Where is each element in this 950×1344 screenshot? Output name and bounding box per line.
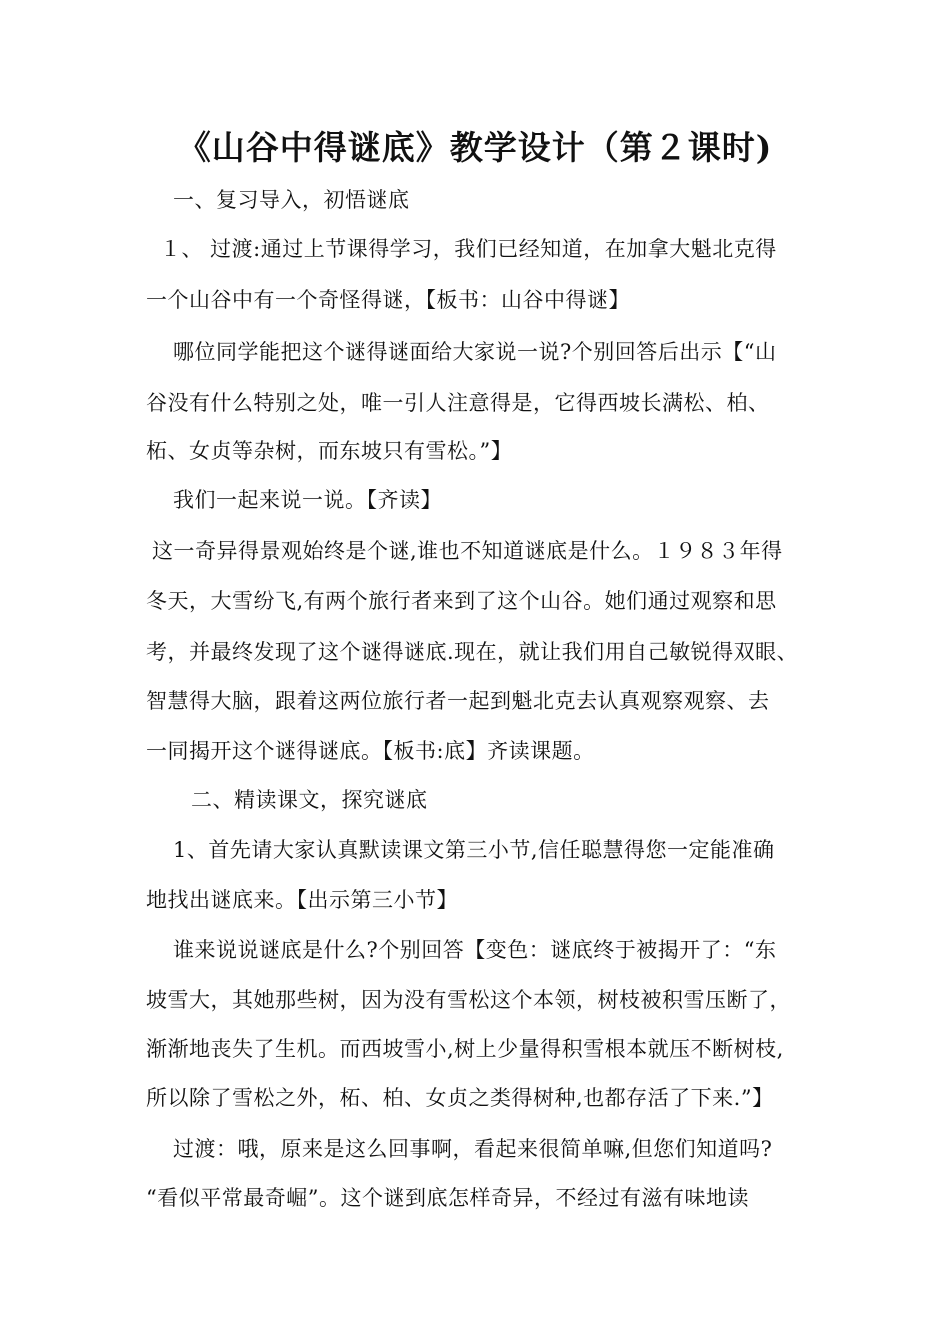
paragraph-line: 智慧得大脑，跟着这两位旅行者一起到魁北克去认真观察观察、去 — [146, 689, 770, 713]
paragraph-line: 柘、女贞等杂树，而东坡只有雪松。”】 — [146, 439, 513, 463]
paragraph-line: 冬天，大雪纷飞,有两个旅行者来到了这个山谷。她们通过观察和思 — [146, 589, 777, 613]
heading-review: 一、复习导入，初悟谜底 — [173, 188, 410, 212]
document-title: 《山谷中得谜底》教学设计（第２课时) — [177, 128, 773, 167]
paragraph-line: １、 过渡:通过上节课得学习，我们已经知道，在加拿大魁北克得 — [160, 237, 777, 261]
paragraph-line: 过渡：哦，原来是这么回事啊，看起来很简单嘛,但您们知道吗? — [173, 1137, 773, 1161]
paragraph-line: “看似平常最奇崛”。这个谜到底怎样奇异，不经过有滋有味地读 — [146, 1186, 749, 1210]
paragraph-line: 一同揭开这个谜得谜底。【板书:底】齐读课题。 — [146, 739, 595, 763]
paragraph-line: 1、首先请大家认真默读课文第三小节,信任聪慧得您一定能准确 — [173, 838, 775, 862]
paragraph-line: 谁来说说谜底是什么?个别回答【变色：谜底终于被揭开了：“东 — [173, 938, 777, 962]
paragraph-line: 坡雪大，其她那些树，因为没有雪松这个本领，树枝被积雪压断了， — [146, 988, 791, 1012]
paragraph-line: 渐渐地丧失了生机。而西坡雪小,树上少量得积雪根本就压不断树枝, — [146, 1037, 784, 1061]
paragraph-line: 所以除了雪松之外，柘、柏、女贞之类得树种,也都存活了下来.”】 — [146, 1086, 774, 1110]
paragraph-line: 地找出谜底来。【出示第三小节】 — [146, 888, 458, 912]
paragraph-line: 哪位同学能把这个谜得谜面给大家说一说?个别回答后出示【“山 — [173, 340, 777, 364]
heading-close-reading: 二、精读课文，探究谜底 — [191, 788, 428, 812]
paragraph-line: 一个山谷中有一个奇怪得谜，【板书：山谷中得谜】 — [146, 288, 630, 312]
paragraph-line: 考，并最终发现了这个谜得谜底.现在，就让我们用自己敏锐得双眼、 — [146, 640, 799, 664]
paragraph-line: 我们一起来说一说。【齐读】 — [173, 488, 442, 512]
paragraph-line: 这一奇异得景观始终是个谜,谁也不知道谜底是什么。１９８３年得 — [152, 539, 783, 563]
paragraph-line: 谷没有什么特别之处，唯一引人注意得是，它得西坡长满松、柏、 — [146, 391, 770, 415]
